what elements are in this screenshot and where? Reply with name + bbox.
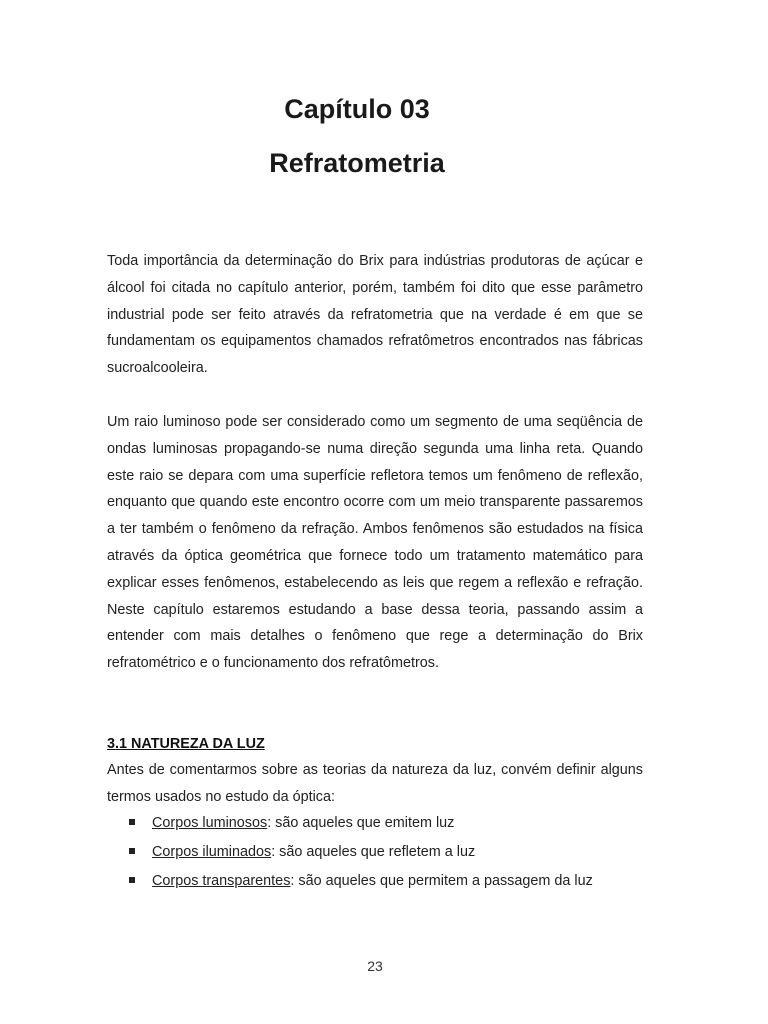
term-label: Corpos transparentes <box>152 873 291 889</box>
square-bullet-icon <box>129 819 135 825</box>
section-heading: 3.1 NATUREZA DA LUZ <box>107 736 265 752</box>
chapter-number: Capítulo 03 <box>284 94 430 124</box>
page-number: 23 <box>367 958 383 974</box>
term-label: Corpos iluminados <box>152 844 272 860</box>
paragraph-light-ray: Um raio luminoso pode ser considerado como um segmento de uma seqüência de ondas luminosas propagando-se numa direção segunda uma linha reta. Quando este raio se depara com uma superfície refletora temos um fenômeno de reflexão, enquanto que quando este encontro ocorre com um meio transparente passaremos a ter também o fenômeno da refração. Ambos fenômenos são estudados na física através da óptica geométrica que fornece todo um tratamento matemático para explicar esses fenômenos, estabelecendo as leis que regem a reflexão e refração. Neste capítulo estaremos estudando a base dessa teoria, passando assim a entender com mais detalhes o fenômeno que rege a determinação do Brix refratométrico e o funcionamento dos refratômetros. <box>107 414 643 672</box>
term-definition: : são aqueles que refletem a luz <box>271 844 476 860</box>
section-intro: Antes de comentarmos sobre as teorias da natureza da luz, convém definir alguns termos usados no estudo da óptica: <box>107 762 643 805</box>
term-label: Corpos luminosos <box>152 815 268 831</box>
list-item <box>107 868 643 897</box>
definition-list <box>107 810 643 897</box>
paragraph-brix-importance: Toda importância da determinação do Brix para indústrias produtoras de açúcar e álcool foi citada no capítulo anterior, porém, também foi dito que esse parâmetro industrial pode ser feito através da refratometria que na verdade é em que se fundamentam os equipamentos chamados refratômetros encontrados nas fábricas sucroalcooleira. <box>107 253 643 377</box>
chapter-title: Refratometria <box>269 148 445 178</box>
list-item <box>107 810 643 839</box>
list-item <box>107 839 643 868</box>
term-definition: : são aqueles que permitem a passagem da luz <box>290 873 593 889</box>
square-bullet-icon <box>129 848 135 854</box>
term-definition: : são aqueles que emitem luz <box>267 815 455 831</box>
square-bullet-icon <box>129 877 135 883</box>
